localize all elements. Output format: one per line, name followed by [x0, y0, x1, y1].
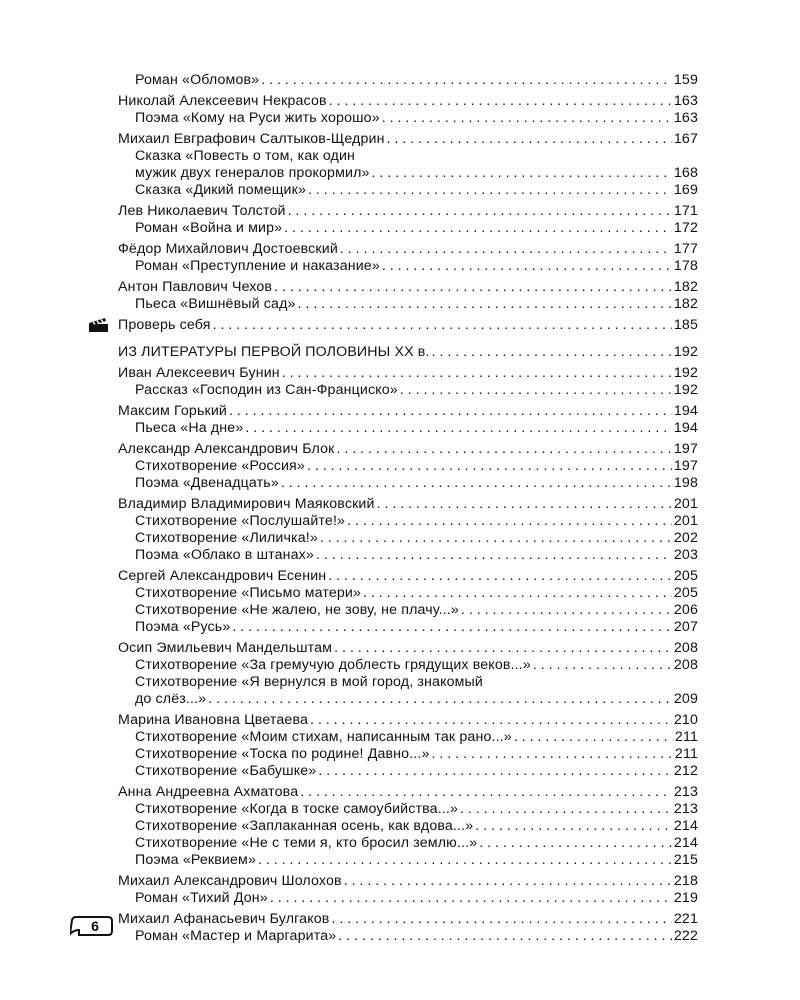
toc-entry-title: Михаил Афанасьевич Булгаков: [118, 911, 330, 927]
toc-page-number: 212: [673, 763, 698, 779]
toc-entry-title: Стихотворение «Тоска по родине! Давно...»: [135, 746, 430, 762]
toc-dot-leader: [533, 657, 672, 674]
toc-work-entry: [118, 382, 698, 399]
toc-work-entry: [118, 890, 698, 907]
toc-page-number: 197: [673, 458, 698, 474]
toc-dot-leader: [308, 182, 672, 199]
toc-dot-leader: [400, 382, 672, 399]
toc-page-number: 182: [673, 279, 698, 295]
toc-author-entry: [118, 640, 698, 657]
toc-entry-title: Антон Павлович Чехов: [118, 279, 273, 295]
toc-author-entry: [118, 441, 698, 458]
toc-entry-title: Владимир Владимирович Маяковский: [118, 496, 375, 512]
toc-work-entry: [118, 928, 698, 945]
toc-page-number: 219: [673, 890, 698, 906]
toc-page-number: 207: [673, 619, 698, 635]
toc-entry-title: Стихотворение «Когда в тоске самоубийства...»: [135, 801, 459, 817]
toc-work-entry: [118, 165, 698, 182]
toc-entry-title: Поэма «Двенадцать»: [135, 475, 279, 491]
toc-page-number: 215: [673, 852, 698, 868]
toc-dot-leader: [274, 279, 672, 296]
toc-work-entry: [118, 674, 698, 691]
toc-page-number: 194: [673, 403, 698, 419]
toc-entry-title: Стихотворение «Бабушке»: [135, 763, 317, 779]
toc-page-number: 192: [673, 382, 698, 398]
toc-dot-leader: [338, 928, 672, 945]
toc-page-number: 222: [673, 928, 698, 944]
table-of-contents: [118, 72, 698, 945]
toc-work-entry: [118, 763, 698, 780]
toc-entry-title: Стихотворение «Письмо матери»: [135, 585, 362, 601]
toc-dot-leader: [298, 296, 672, 313]
toc-entry-title: ИЗ ЛИТЕРАТУРЫ ПЕРВОЙ ПОЛОВИНЫ XX в.: [118, 344, 430, 360]
toc-entry-title: Иван Алексеевич Бунин: [118, 365, 280, 381]
toc-dot-leader: [340, 241, 672, 258]
toc-page-number: 163: [673, 110, 698, 126]
toc-work-entry: [118, 729, 698, 746]
toc-page-number: 218: [673, 873, 698, 889]
toc-page-number: 182: [673, 296, 698, 312]
toc-work-entry: [118, 513, 698, 530]
toc-entry-title: Стихотворение «Послушайте!»: [135, 513, 346, 529]
toc-work-entry: [118, 818, 698, 835]
toc-dot-leader: [432, 344, 672, 361]
toc-work-entry: [118, 258, 698, 275]
toc-dot-leader: [382, 258, 672, 275]
toc-dot-leader: [284, 220, 672, 237]
toc-page-number: 201: [673, 496, 698, 512]
toc-section-heading: [118, 344, 698, 361]
toc-work-entry: [118, 182, 698, 199]
toc-page-number: 210: [673, 712, 698, 728]
toc-author-entry: [118, 365, 698, 382]
toc-page-number: 192: [673, 344, 698, 360]
toc-entry-title: Роман «Тихий Дон»: [135, 890, 268, 906]
toc-work-entry: [118, 475, 698, 492]
toc-page-number: 163: [673, 93, 698, 109]
toc-entry-title: Пьеса «Вишнёвый сад»: [135, 296, 296, 312]
toc-dot-leader: [377, 496, 672, 513]
toc-page-number: 198: [673, 475, 698, 491]
toc-work-entry: [118, 110, 698, 127]
toc-entry-title: Проверь себя: [118, 317, 211, 333]
toc-page-number: 177: [673, 241, 698, 257]
toc-entry-title: до слёз...»: [135, 691, 207, 707]
toc-page-number: 213: [673, 801, 698, 817]
toc-dot-leader: [318, 763, 672, 780]
toc-dot-leader: [344, 873, 672, 890]
toc-work-entry: [118, 296, 698, 313]
toc-entry-title: Роман «Преступление и наказание»: [135, 258, 380, 274]
toc-entry-title: Максим Горький: [118, 403, 228, 419]
toc-entry-title: Николай Алексеевич Некрасов: [118, 93, 327, 109]
toc-entry-title: Роман «Обломов»: [135, 72, 260, 88]
toc-dot-leader: [213, 317, 672, 334]
toc-author-entry: [118, 93, 698, 110]
toc-entry-title: Лев Николаевич Толстой: [118, 203, 286, 219]
toc-page-number: 214: [673, 818, 698, 834]
toc-entry-title: Пьеса «На дне»: [135, 420, 244, 436]
toc-dot-leader: [479, 835, 672, 852]
toc-dot-leader: [334, 640, 672, 657]
toc-page-number: 197: [673, 441, 698, 457]
toc-entry-title: Рассказ «Господин из Сан-Франциско»: [135, 382, 398, 398]
toc-entry-title: Стихотворение «Заплаканная осень, как вдова...»: [135, 818, 474, 834]
toc-dot-leader: [300, 784, 672, 801]
toc-entry-title: Стихотворение «Лиличка!»: [135, 530, 318, 546]
toc-work-entry: [118, 602, 698, 619]
toc-dot-leader: [258, 852, 672, 869]
toc-dot-leader: [270, 890, 672, 907]
toc-page-number: 209: [673, 691, 698, 707]
toc-entry-title: Сказка «Дикий помещик»: [135, 182, 306, 198]
toc-page-number: 208: [673, 640, 698, 656]
toc-author-entry: [118, 911, 698, 928]
toc-work-entry: [118, 801, 698, 818]
toc-author-entry: [118, 403, 698, 420]
toc-dot-leader: [328, 568, 672, 585]
toc-entry-title: Анна Андреевна Ахматова: [118, 784, 299, 800]
toc-page-number: 192: [673, 365, 698, 381]
toc-entry-title: Фёдор Михайлович Достоевский: [118, 241, 338, 257]
toc-dot-leader: [261, 72, 672, 89]
toc-page-number: 168: [673, 165, 698, 181]
toc-dot-leader: [347, 513, 672, 530]
toc-work-entry: [118, 220, 698, 237]
toc-dot-leader: [232, 619, 671, 636]
toc-entry-title: Сказка «Повесть о том, как один: [135, 148, 356, 164]
toc-work-entry: [118, 420, 698, 437]
toc-work-entry: [118, 458, 698, 475]
toc-author-entry: [118, 317, 698, 334]
toc-dot-leader: [310, 712, 672, 729]
toc-entry-title: Михаил Евграфович Салтыков-Щедрин: [118, 131, 385, 147]
toc-work-entry: [118, 746, 698, 763]
toc-work-entry: [118, 691, 698, 708]
toc-work-entry: [118, 852, 698, 869]
toc-work-entry: [118, 585, 698, 602]
toc-dot-leader: [372, 165, 672, 182]
toc-entry-title: Роман «Мастер и Маргарита»: [135, 928, 337, 944]
toc-author-entry: [118, 131, 698, 148]
toc-author-entry: [118, 568, 698, 585]
toc-author-entry: [118, 496, 698, 513]
toc-dot-leader: [208, 691, 672, 708]
toc-entry-title: Стихотворение «Не жалею, не зову, не плачу...»: [135, 602, 459, 618]
toc-author-entry: [118, 712, 698, 729]
toc-dot-leader: [320, 530, 672, 547]
toc-entry-title: Осип Эмильевич Мандельштам: [118, 640, 333, 656]
toc-dot-leader: [337, 441, 672, 458]
toc-dot-leader: [229, 403, 672, 420]
toc-page-number: 172: [673, 220, 698, 236]
toc-page-number: 211: [674, 729, 698, 745]
toc-dot-leader: [475, 818, 672, 835]
toc-page-number: 178: [673, 258, 698, 274]
toc-author-entry: [118, 203, 698, 220]
toc-dot-leader: [329, 93, 672, 110]
toc-author-entry: [118, 784, 698, 801]
toc-work-entry: [118, 547, 698, 564]
page-number-badge: [70, 914, 114, 938]
toc-work-entry: [118, 148, 698, 165]
toc-page-number: 159: [673, 72, 698, 88]
toc-page-number: 221: [673, 911, 698, 927]
toc-entry-title: Стихотворение «За гремучую доблесть грядущих веков...»: [135, 657, 531, 673]
toc-work-entry: [118, 530, 698, 547]
toc-work-entry: [118, 619, 698, 636]
toc-entry-title: Михаил Александрович Шолохов: [118, 873, 342, 889]
toc-dot-leader: [363, 585, 672, 602]
toc-entry-title: мужик двух генералов прокормил»: [135, 165, 370, 181]
page-number: 6: [91, 918, 99, 934]
toc-dot-leader: [387, 131, 672, 148]
toc-dot-leader: [281, 475, 672, 492]
toc-entry-title: Стихотворение «Россия»: [135, 458, 305, 474]
toc-dot-leader: [382, 110, 672, 127]
toc-entry-title: Стихотворение «Я вернулся в мой город, знакомый: [135, 674, 483, 690]
toc-page-number: 206: [673, 602, 698, 618]
toc-entry-title: Поэма «Реквием»: [135, 852, 256, 868]
toc-page-number: 202: [673, 530, 698, 546]
toc-author-entry: [118, 241, 698, 258]
toc-entry-title: Александр Александрович Блок: [118, 441, 335, 457]
toc-entry-title: Поэма «Русь»: [135, 619, 231, 635]
toc-entry-title: Стихотворение «Моим стихам, написанным так рано...»: [135, 729, 512, 745]
toc-page-number: 194: [673, 420, 698, 436]
toc-page-number: 205: [673, 585, 698, 601]
toc-entry-title: Поэма «Облако в штанах»: [135, 547, 314, 563]
toc-dot-leader: [461, 602, 672, 619]
toc-dot-leader: [288, 203, 672, 220]
toc-page-number: 167: [673, 131, 698, 147]
toc-page-number: 211: [674, 746, 698, 762]
toc-work-entry: [118, 835, 698, 852]
toc-entry-title: Сергей Александрович Есенин: [118, 568, 327, 584]
toc-entry-title: Марина Ивановна Цветаева: [118, 712, 309, 728]
toc-work-entry: [118, 657, 698, 674]
toc-dot-leader: [307, 458, 672, 475]
clapperboard-icon: [88, 318, 110, 333]
toc-author-entry: [118, 873, 698, 890]
toc-page-number: 214: [673, 835, 698, 851]
toc-page-number: 208: [673, 657, 698, 673]
toc-page-number: 169: [673, 182, 698, 198]
toc-dot-leader: [432, 746, 673, 763]
toc-dot-leader: [331, 911, 671, 928]
toc-page-number: 171: [673, 203, 698, 219]
toc-author-entry: [118, 279, 698, 296]
toc-dot-leader: [282, 365, 672, 382]
toc-dot-leader: [514, 729, 673, 746]
toc-page-number: 203: [673, 547, 698, 563]
toc-page-number: 213: [673, 784, 698, 800]
toc-dot-leader: [245, 420, 672, 437]
toc-work-entry: [118, 72, 698, 89]
toc-entry-title: Поэма «Кому на Руси жить хорошо»: [135, 110, 380, 126]
toc-dot-leader: [316, 547, 672, 564]
toc-page-number: 205: [673, 568, 698, 584]
toc-page-number: 201: [673, 513, 698, 529]
toc-page-number: 185: [673, 317, 698, 333]
toc-entry-title: Роман «Война и мир»: [135, 220, 283, 236]
toc-dot-leader: [460, 801, 672, 818]
toc-entry-title: Стихотворение «Не с теми я, кто бросил землю...»: [135, 835, 478, 851]
